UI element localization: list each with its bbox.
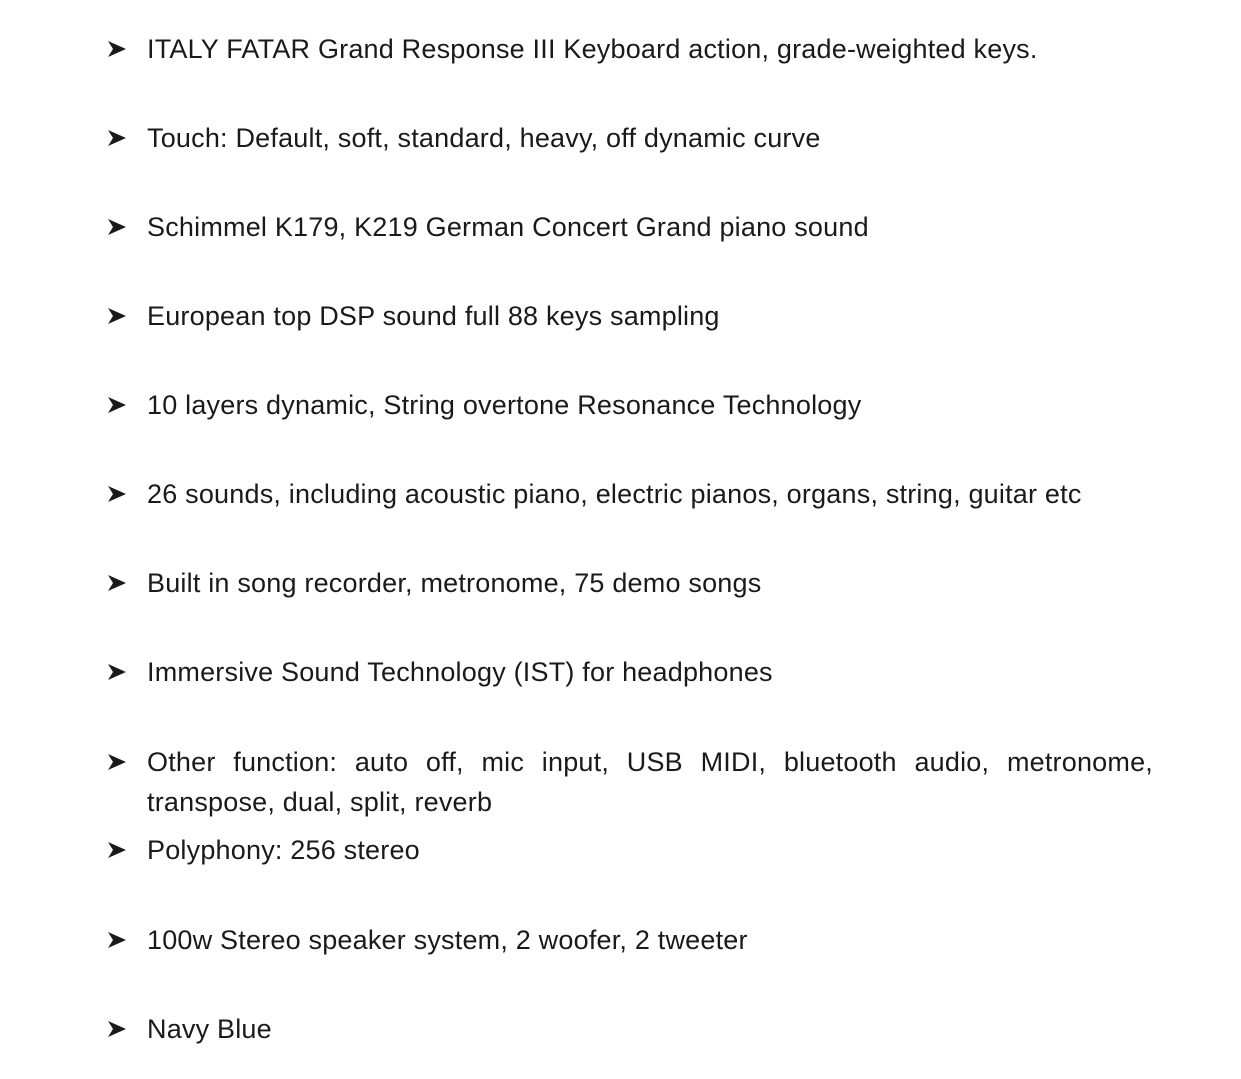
- arrowhead-bullet-icon: [107, 920, 147, 960]
- list-item: [107, 830, 1153, 870]
- arrowhead-bullet-icon: [107, 29, 147, 69]
- arrowhead-bullet-icon: [107, 296, 147, 336]
- feature-text: ITALY FATAR Grand Response III Keyboard action, grade-weighted keys.: [147, 34, 1038, 64]
- list-item: [107, 474, 1153, 514]
- list-item: [107, 742, 1153, 822]
- list-item: [107, 920, 1153, 960]
- list-item: [107, 29, 1153, 69]
- arrowhead-bullet-icon: [107, 742, 147, 782]
- arrowhead-bullet-icon: [107, 563, 147, 603]
- arrowhead-bullet-icon: [107, 118, 147, 158]
- arrowhead-bullet-icon: [107, 830, 147, 870]
- feature-text: Built in song recorder, metronome, 75 demo songs: [147, 568, 762, 598]
- list-item: [107, 118, 1153, 158]
- feature-text: Immersive Sound Technology (IST) for headphones: [147, 657, 773, 687]
- list-item: [107, 207, 1153, 247]
- arrowhead-bullet-icon: [107, 474, 147, 514]
- feature-text: Other function: auto off, mic input, USB MIDI, bluetooth audio, metronome, transpose, dual, split, reverb: [147, 747, 1153, 817]
- arrowhead-bullet-icon: [107, 385, 147, 425]
- arrowhead-bullet-icon: [107, 652, 147, 692]
- list-item: [107, 1009, 1153, 1049]
- feature-text: European top DSP sound full 88 keys sampling: [147, 301, 720, 331]
- arrowhead-bullet-icon: [107, 1009, 147, 1049]
- feature-text: Navy Blue: [147, 1014, 272, 1044]
- feature-text: Touch: Default, soft, standard, heavy, off dynamic curve: [147, 123, 821, 153]
- list-item: [107, 563, 1153, 603]
- feature-text: 26 sounds, including acoustic piano, electric pianos, organs, string, guitar etc: [147, 479, 1082, 509]
- list-item: [107, 652, 1153, 692]
- feature-text: 10 layers dynamic, String overtone Resonance Technology: [147, 390, 862, 420]
- list-item: [107, 385, 1153, 425]
- feature-text: Polyphony: 256 stereo: [147, 835, 420, 865]
- feature-text: 100w Stereo speaker system, 2 woofer, 2 tweeter: [147, 925, 748, 955]
- feature-text: Schimmel K179, K219 German Concert Grand piano sound: [147, 212, 869, 242]
- arrowhead-bullet-icon: [107, 207, 147, 247]
- list-item: [107, 296, 1153, 336]
